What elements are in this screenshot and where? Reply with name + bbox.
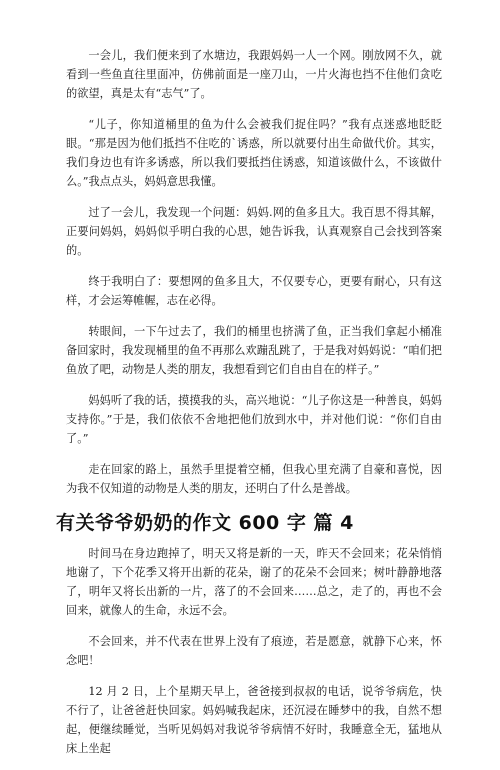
paragraph: 终于我明白了：要想网的鱼多且大，不仅要专心，更要有耐心，只有这样，才会运筹帷幄，志在必得。 <box>66 275 442 307</box>
paragraph: 过了一会儿，我发现一个问题：妈妈.网的鱼多且大。我百思不得其解，正要问妈妈，妈妈似乎明白我的心思，她告诉我，认真观察自己会找到答案的。 <box>66 206 442 257</box>
paragraph: 不会回来，并不代表在世界上没有了痕迹，若是愿意，就静下心来，怀念吧！ <box>66 635 442 667</box>
paragraph: 12 月 2 日，上个星期天早上，爸爸接到叔叔的电话，说爷爷病危，快不行了，让爸爸赶快回家。妈妈喊我起床，还沉浸在睡梦中的我，自然不想起，便继续睡觉，当听见妈妈对我说爷爷病情不好时，我睡意全无，猛地从床上坐起 <box>66 685 442 755</box>
paragraph: 时间马在身边跑掉了，明天又将是新的一天，昨天不会回来；花朵悄悄地谢了，下个花季又将开出新的花朵，谢了的花朵不会回来；树叶静静地落了，明年又将长出新的一片，落了的不会回来……总之，走了的，再也不会回来，就像人的生命，永远不会。 <box>66 547 442 617</box>
paragraph: “儿子，你知道桶里的鱼为什么会被我们捉住吗？”我有点迷惑地眨眨眼。“那是因为他们抵挡不住吃的`诱惑，所以就要付出生命做代价。其实，我们身边也有许多诱惑，所以我们要抵挡住诱惑，知道该做什么，不该做什么。”我点点头，妈妈意思我懂。 <box>66 118 442 188</box>
section-heading: 有关爷爷奶奶的作文 600 字 篇 4 <box>56 512 354 534</box>
paragraph: 一会儿，我们便来到了水塘边，我跟妈妈一人一个网。刚放网不久，就看到一些鱼直往里面冲，仿佛前面是一座刀山，一片火海也挡不住他们贪吃的欲望，真是太有“志气”了。 <box>66 49 442 100</box>
document-body <box>56 46 442 770</box>
paragraph: 妈妈听了我的话，摸摸我的头，高兴地说：“儿子你这是一种善良，妈妈支持你。”于是，我们依依不舍地把他们放到水中，并对他们说：“你们自由了。” <box>66 394 442 445</box>
paragraph: 转眼间，一下午过去了，我们的桶里也挤满了鱼，正当我们拿起小桶准备回家时，我发现桶里的鱼不再那么欢蹦乱跳了，于是我对妈妈说：“咱们把鱼放了吧，动物是人类的朋友，我想看到它们自由自在的样子。” <box>66 325 442 376</box>
paragraph: 走在回家的路上，虽然手里提着空桶，但我心里充满了自豪和喜悦，因为我不仅知道的动物是人类的朋友，还明白了什么是善战。 <box>66 463 442 495</box>
